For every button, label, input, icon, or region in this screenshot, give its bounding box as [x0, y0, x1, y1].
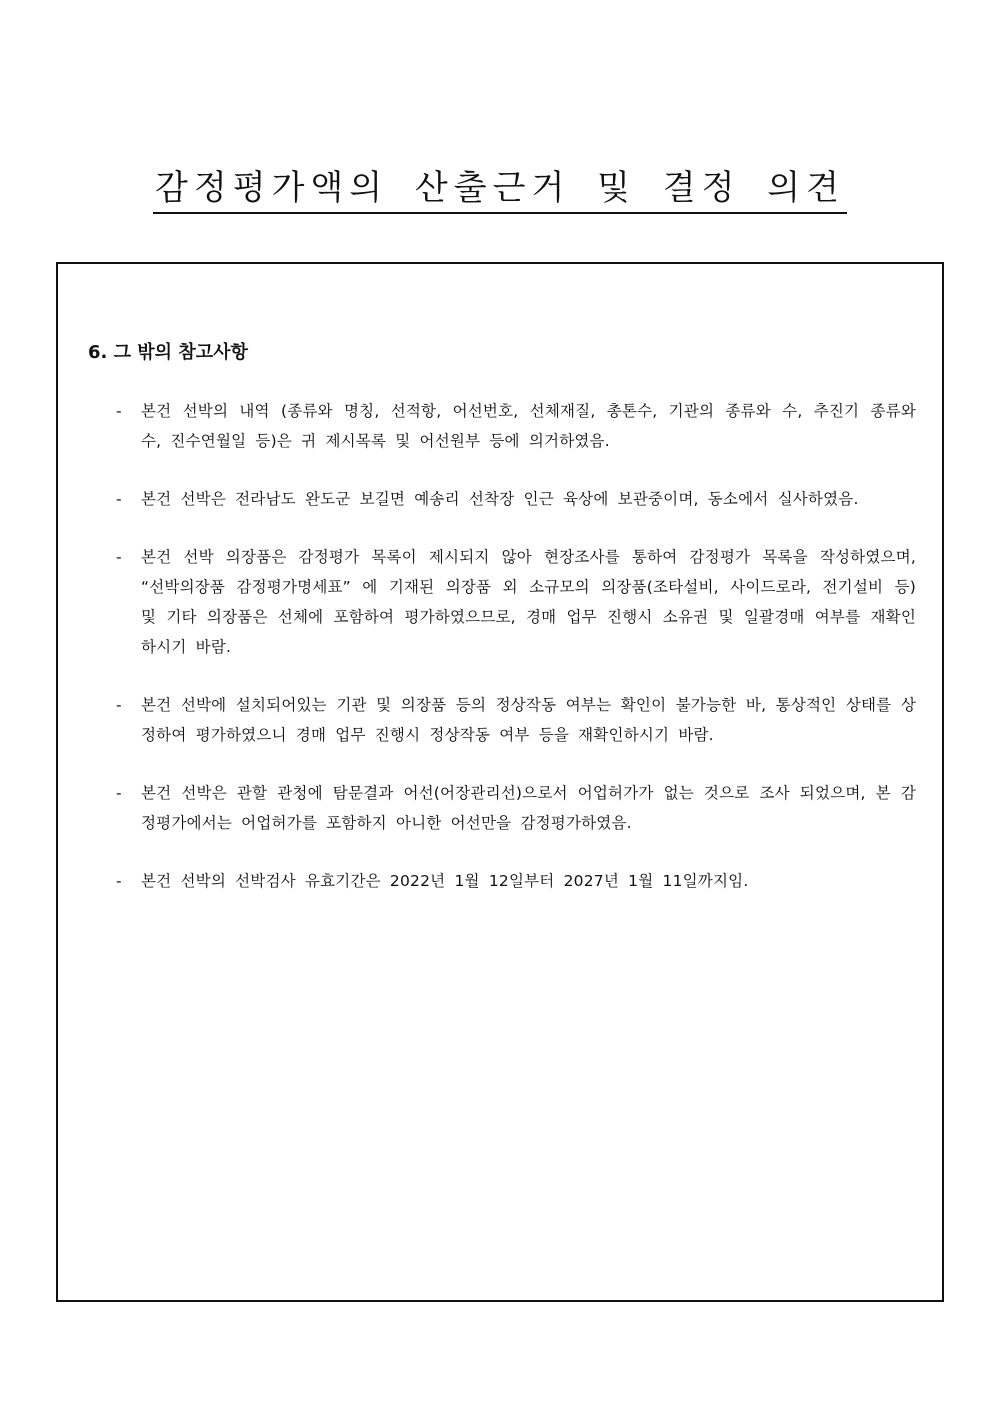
- note-item: [116, 542, 916, 662]
- note-bullet: -: [116, 784, 122, 802]
- notes-list: [116, 396, 916, 924]
- note-text: 본건 선박은 관할 관청에 탐문결과 어선(어장관리선)으로서 어업허가가 없는 것으로 조사 되었으며, 본 감정평가에서는 어업허가를 포함하지 아니한 어선만을 감정평가하였음.: [141, 784, 916, 832]
- note-text: 본건 선박의 내역 (종류와 명칭, 선적항, 어선번호, 선체재질, 총톤수, 기관의 종류와 수, 추진기 종류와 수, 진수연월일 등)은 귀 제시목록 및 어선원부 등에 의거하였음.: [141, 402, 916, 450]
- note-bullet: -: [116, 490, 122, 508]
- section-heading: 6. 그 밖의 참고사항: [88, 342, 248, 363]
- content-box: [56, 262, 944, 1302]
- note-item: [116, 484, 916, 514]
- note-bullet: -: [116, 402, 122, 420]
- note-text: 본건 선박은 전라남도 완도군 보길면 예송리 선착장 인근 육상에 보관중이며, 동소에서 실사하였음.: [141, 490, 859, 508]
- note-item: [116, 690, 916, 750]
- note-bullet: -: [116, 872, 122, 890]
- document-title: [0, 168, 1000, 214]
- note-item: [116, 866, 916, 896]
- document-title-text: 감정평가액의 산출근거 및 결정 의견: [153, 168, 847, 214]
- note-item: [116, 778, 916, 838]
- note-bullet: -: [116, 696, 122, 714]
- note-text: 본건 선박의 선박검사 유효기간은 2022년 1월 12일부터 2027년 1월 11일까지임.: [141, 872, 749, 890]
- note-text: 본건 선박 의장품은 감정평가 목록이 제시되지 않아 현장조사를 통하여 감정평가 목록을 작성하였으며, “선박의장품 감정평가명세표” 에 기재된 의장품 외 소규모의 의장품(조타설비, 사이드로라, 전기설비 등) 및 기타 의장품은 선체에 포함하여 평가하였으므로, 경매 업무 진행시 소유권 및 일괄경매 여부를 재확인하시기 바람.: [141, 548, 916, 656]
- note-text: 본건 선박에 설치되어있는 기관 및 의장품 등의 정상작동 여부는 확인이 불가능한 바, 통상적인 상태를 상정하여 평가하였으니 경매 업무 진행시 정상작동 여부 등을 재확인하시기 바람.: [141, 696, 916, 744]
- note-bullet: -: [116, 548, 122, 566]
- note-item: [116, 396, 916, 456]
